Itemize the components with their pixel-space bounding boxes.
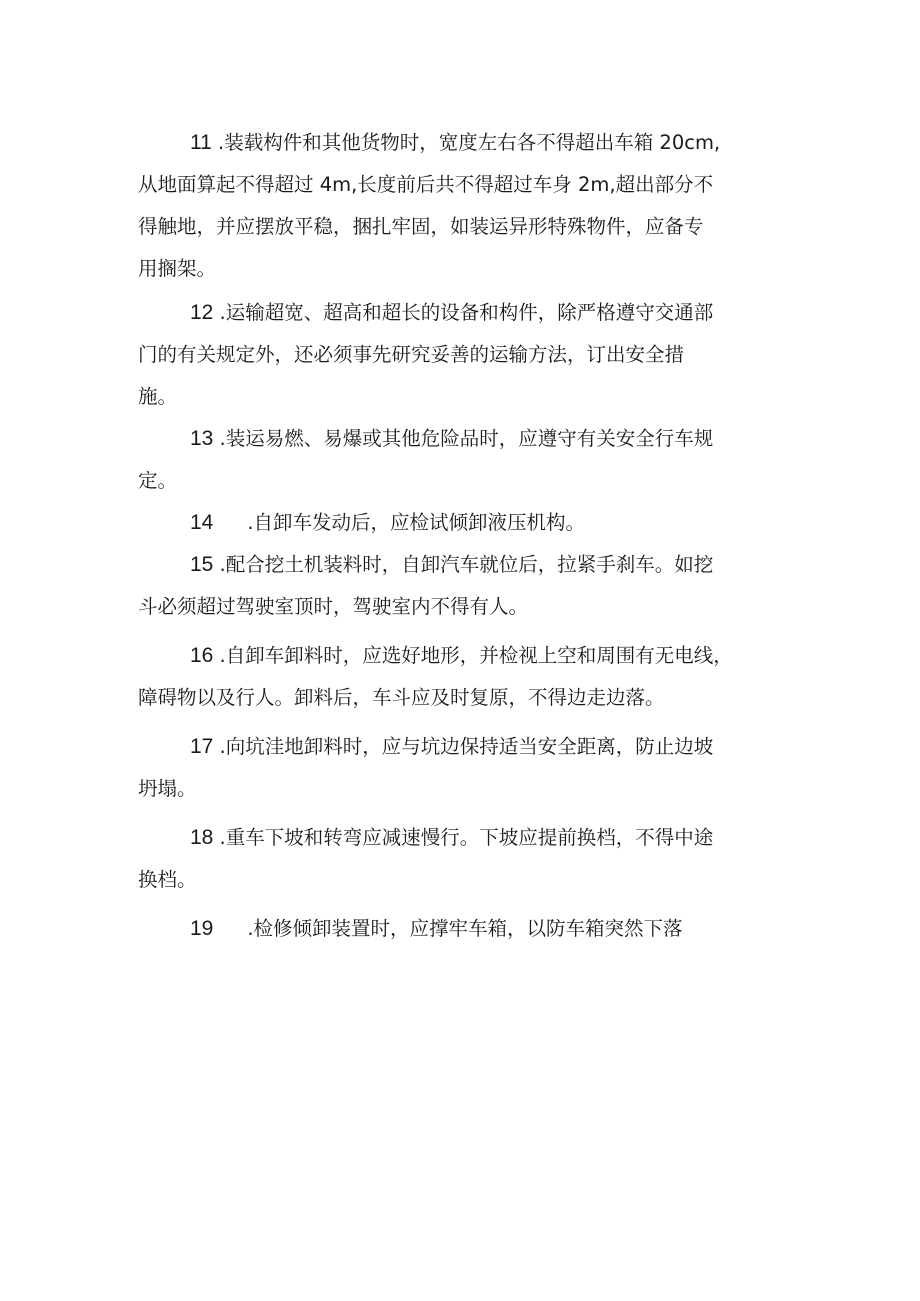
rule-line: 坍塌。 [138, 777, 197, 800]
rule-line: 施。 [138, 385, 178, 408]
rule-item-14 [138, 502, 788, 544]
rule-text: .配合挖土机装料时，自卸汽车就位后，拉紧手刹车。如挖 [213, 553, 714, 576]
rule-text: .检修倾卸装置时，应撑牢车箱，以防车箱突然下落 [247, 917, 683, 940]
rule-text: .自卸车卸料时，应选好地形，并检视上空和周围有无电线， [213, 644, 733, 667]
rule-number: 18 [190, 826, 214, 849]
rule-item-12 [138, 292, 788, 418]
rule-item-17 [138, 726, 788, 810]
rule-number: 12 [190, 301, 214, 324]
rule-text: .装运易燃、易爆或其他危险品时，应遵守有关安全行车规 [213, 427, 714, 450]
rule-line: 从地面算起不得超过 4m,长度前后共不得超过车身 2m,超出部分不 [138, 173, 714, 196]
rule-line [138, 544, 788, 586]
rule-number: 14 [190, 511, 214, 534]
rule-number: 16 [190, 644, 214, 667]
rule-line: 用搁架。 [138, 257, 217, 280]
rule-number: 13 [190, 427, 214, 450]
rule-text: .装载构件和其他货物时，宽度左右各不得超出车箱 20cm, [211, 131, 721, 154]
rule-item-16 [138, 635, 788, 719]
rule-number: 19 [190, 917, 214, 940]
rule-text: .重车下坡和转弯应减速慢行。下坡应提前换档，不得中途 [213, 826, 714, 849]
rule-line: 换档。 [138, 868, 197, 891]
rule-number: 11 [190, 131, 212, 154]
rule-text: .运输超宽、超高和超长的设备和构件，除严格遵守交通部 [213, 301, 714, 324]
rule-line [138, 122, 788, 164]
rule-line: 门的有关规定外，还必须事先研究妥善的运输方法，订出安全措 [138, 343, 685, 366]
rule-number: 17 [190, 735, 214, 758]
rule-line [138, 418, 788, 460]
rule-item-15 [138, 544, 788, 628]
rule-item-18 [138, 817, 788, 901]
rule-line [138, 817, 788, 859]
rule-item-13 [138, 418, 788, 502]
rule-text: .自卸车发动后，应检试倾卸液压机构。 [247, 511, 586, 534]
rule-text: .向坑洼地卸料时，应与坑边保持适当安全距离，防止边坡 [213, 735, 714, 758]
rule-line: 得触地，并应摆放平稳，捆扎牢固，如装运异形特殊物件，应备专 [138, 215, 704, 238]
rule-item-19 [138, 908, 788, 950]
rule-line [138, 635, 788, 677]
rule-item-11 [138, 122, 788, 290]
rule-line: 定。 [138, 469, 178, 492]
rule-line [138, 292, 788, 334]
rule-line [138, 908, 788, 950]
rule-line [138, 502, 788, 544]
rule-line: 障碍物以及行人。卸料后，车斗应及时复原，不得边走边落。 [138, 686, 665, 709]
rule-line: 斗必须超过驾驶室顶时，驾驶室内不得有人。 [138, 595, 529, 618]
rule-number: 15 [190, 553, 214, 576]
rule-line [138, 726, 788, 768]
